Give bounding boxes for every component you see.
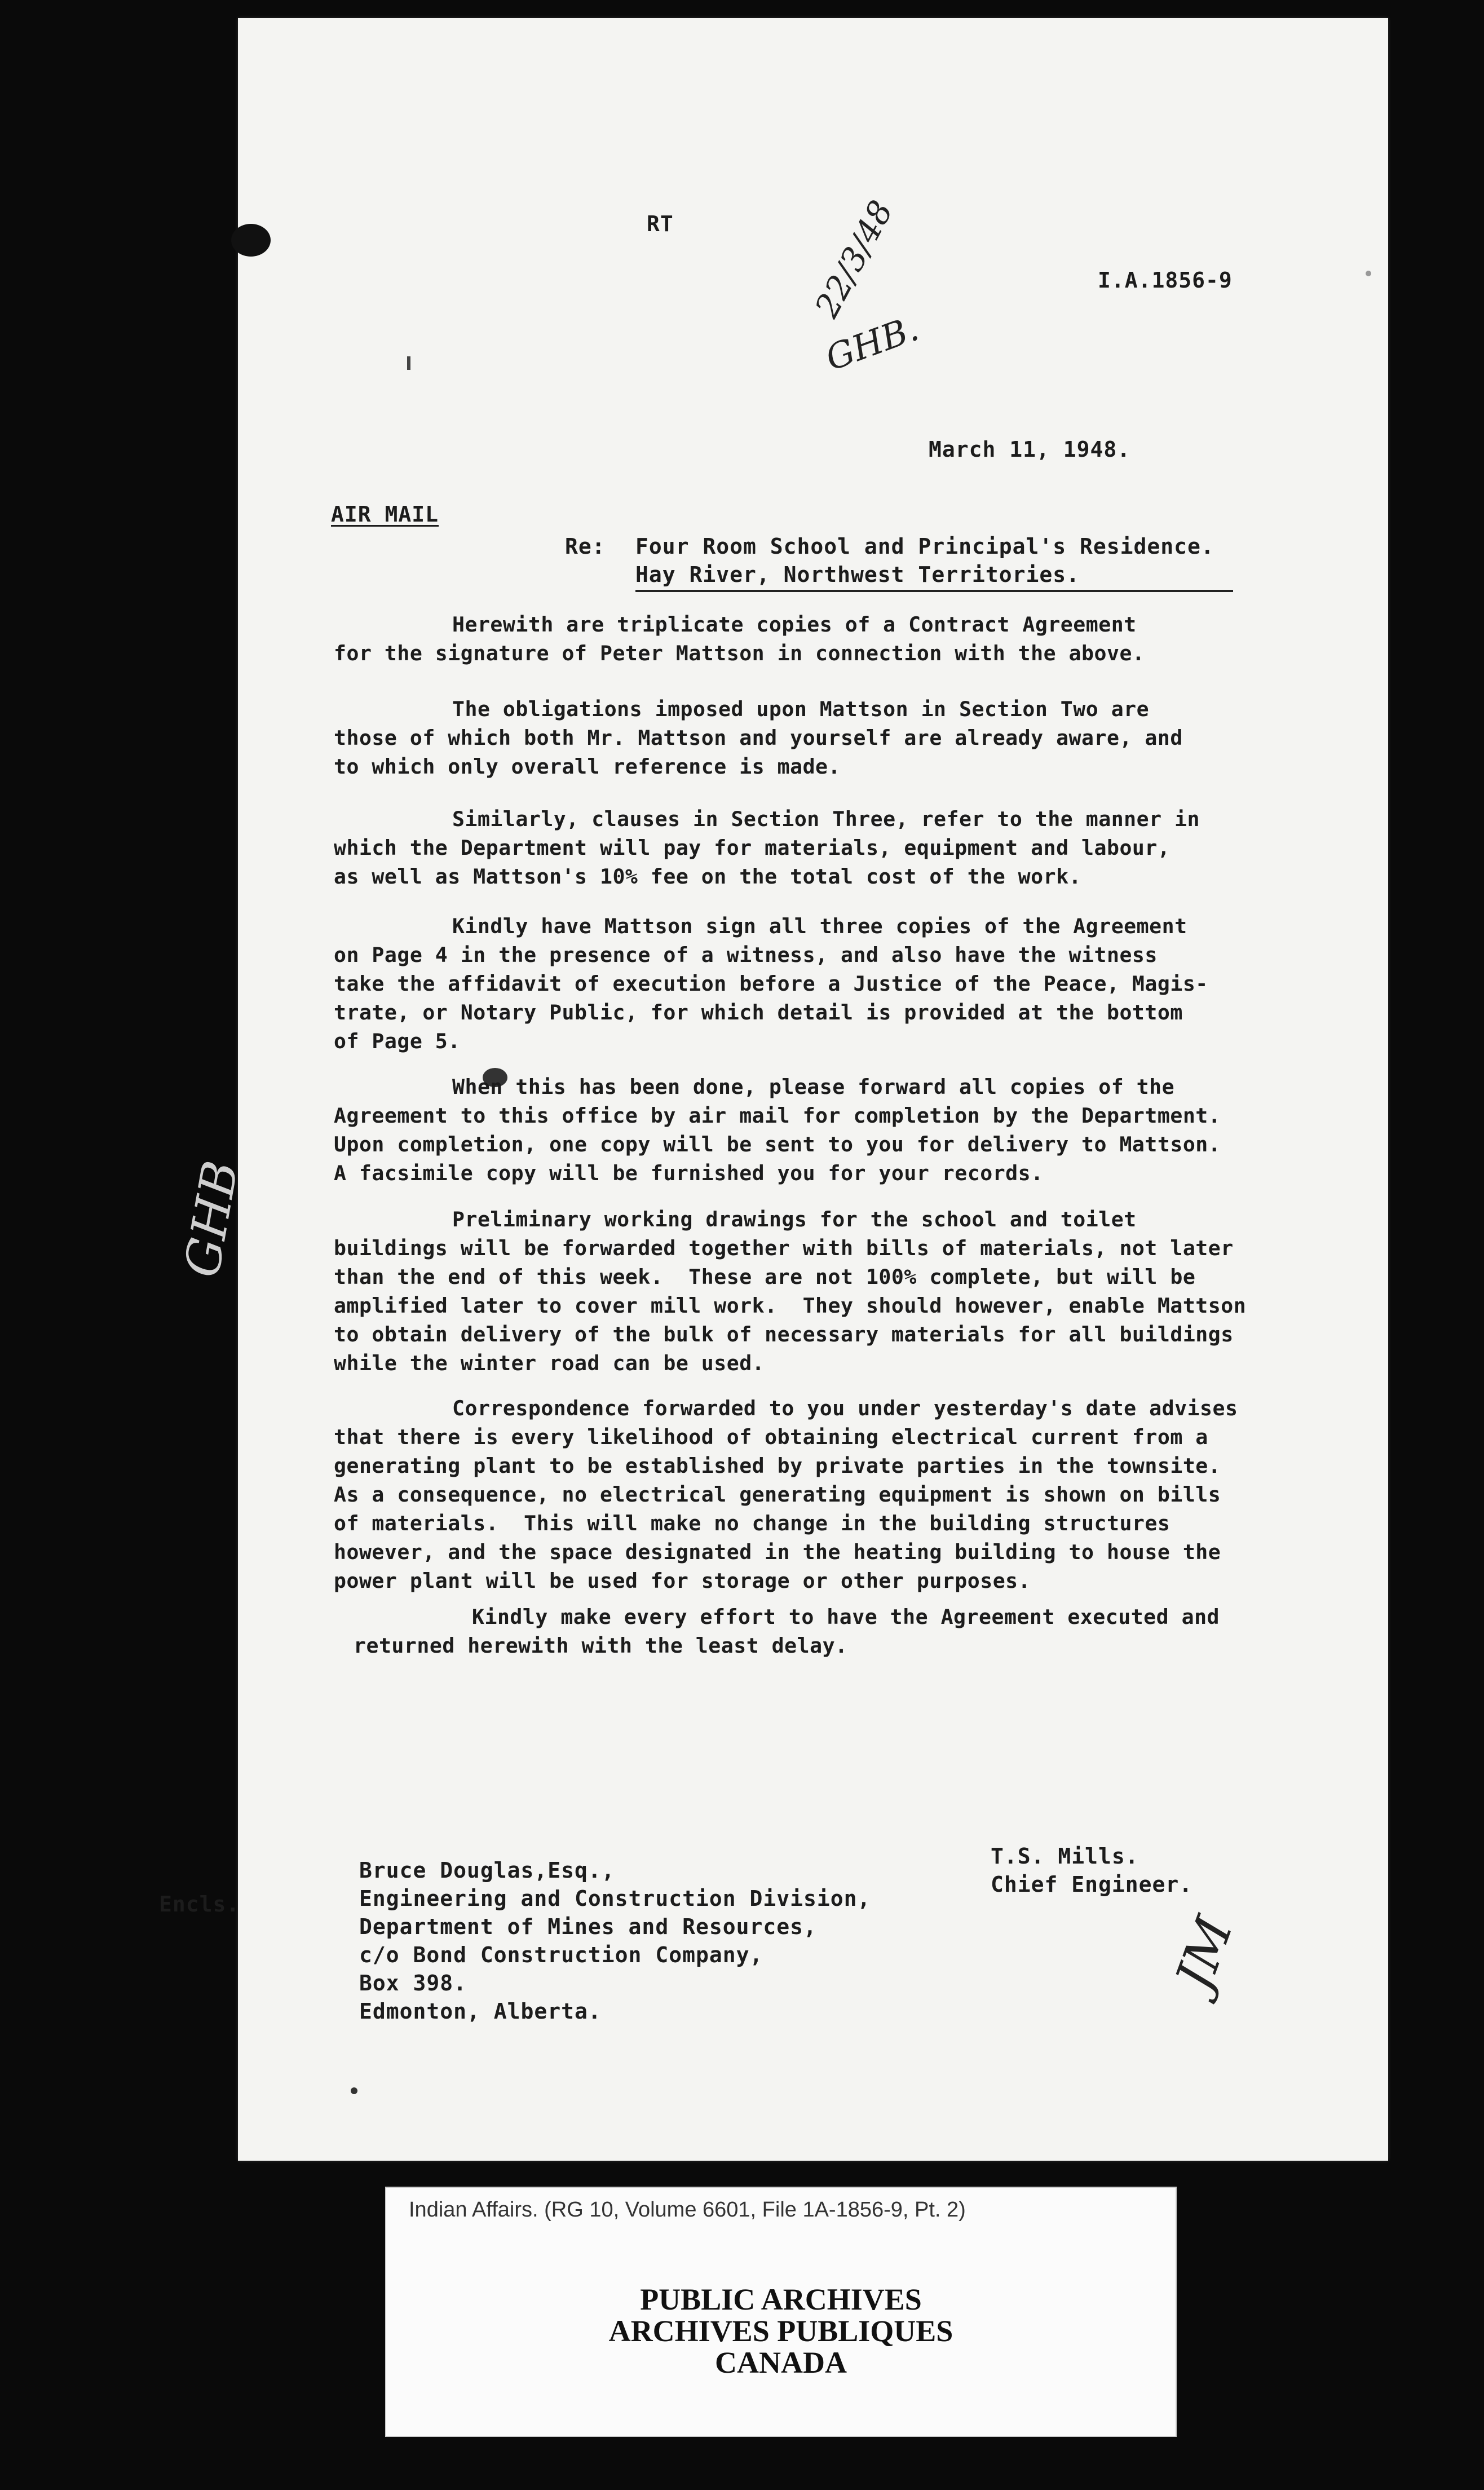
paper-mark — [351, 2087, 357, 2094]
sender-title: Chief Engineer. — [991, 1872, 1193, 1897]
text-line: As a consequence, no electrical generating equipment is shown on bills — [334, 1482, 1221, 1507]
address-line: c/o Bond Construction Company, — [359, 1942, 763, 1967]
text-line: that there is every likelihood of obtaining electrical current from a — [334, 1425, 1208, 1449]
text-line: which the Department will pay for materials, equipment and labour, — [334, 836, 1171, 860]
letter-page — [159, 18, 1388, 2161]
text-line: while the winter road can be used. — [334, 1351, 765, 1375]
archive-name-fr: ARCHIVES PUBLIQUES — [608, 2314, 953, 2348]
margin-initials: GHB — [174, 1156, 250, 1282]
text-line: of materials. This will make no change in the building structures — [334, 1511, 1171, 1535]
text-line: The obligations imposed upon Mattson in Section Two are — [452, 697, 1150, 721]
subject-underline — [635, 590, 1233, 592]
text-line: to obtain delivery of the bulk of necessary materials for all buildings — [334, 1322, 1234, 1346]
text-line: returned herewith with the least delay. — [354, 1633, 848, 1658]
archive-country: CANADA — [715, 2346, 847, 2379]
paragraph-6 — [334, 1205, 1326, 1378]
file-number: I.A.1856-9 — [1098, 268, 1233, 293]
address-line: Edmonton, Alberta. — [359, 1999, 602, 2024]
paragraph-4 — [334, 912, 1326, 1056]
paragraph-5 — [334, 1072, 1326, 1187]
ink-blot — [231, 224, 271, 257]
paragraph-1 — [334, 610, 1326, 668]
text-line: Kindly have Mattson sign all three copies of the Agreement — [452, 914, 1187, 938]
text-line: Preliminary working drawings for the school and toilet — [452, 1207, 1137, 1231]
address-line: Department of Mines and Resources, — [359, 1914, 817, 1939]
paragraph-3 — [334, 805, 1326, 891]
text-line: of Page 5. — [334, 1029, 461, 1053]
handwritten-initials: GHB. — [820, 307, 924, 379]
archive-caption — [385, 2187, 1177, 2437]
text-line: Upon completion, one copy will be sent to you for delivery to Mattson. — [334, 1132, 1221, 1156]
text-line: to which only overall reference is made. — [334, 754, 841, 779]
text-line: those of which both Mr. Mattson and yourself are already aware, and — [334, 726, 1183, 750]
enclosures-label: Encls. — [159, 1892, 240, 1917]
paragraph-8 — [354, 1602, 1346, 1660]
letter-date: March 11, 1948. — [929, 437, 1131, 462]
text-line: Herewith are triplicate copies of a Contract Agreement — [452, 612, 1137, 637]
subject-line-2: Hay River, Northwest Territories. — [635, 562, 1080, 587]
subject-line-1: Four Room School and Principal's Residence. — [635, 534, 1214, 559]
paper-mark — [407, 356, 410, 370]
address-line: Box 398. — [359, 1971, 467, 1995]
text-line: trate, or Notary Public, for which detail is provided at the bottom — [334, 1000, 1183, 1025]
paragraph-2 — [334, 695, 1326, 781]
handwritten-date: 22/3/48 — [807, 194, 901, 324]
sender-name: T.S. Mills. — [991, 1844, 1139, 1869]
paper-mark — [1366, 271, 1371, 276]
text-line: Correspondence forwarded to you under yesterday's date advises — [452, 1396, 1238, 1420]
sender-initials: JM — [1164, 1909, 1245, 1998]
text-line: Kindly make every effort to have the Agreement executed and — [472, 1605, 1220, 1629]
address-line: Engineering and Construction Division, — [359, 1886, 871, 1911]
recipient-address — [359, 1856, 871, 2025]
text-line: power plant will be used for storage or other purposes. — [334, 1569, 1031, 1593]
text-line: Similarly, clauses in Section Three, refer to the manner in — [452, 807, 1200, 831]
text-line: A facsimile copy will be furnished you for your records. — [334, 1161, 1044, 1185]
text-line: on Page 4 in the presence of a witness, and also have the witness — [334, 943, 1158, 967]
text-line: amplified later to cover mill work. They should however, enable Mattson — [334, 1293, 1247, 1318]
typist-initials: RT — [647, 211, 674, 236]
text-line: as well as Mattson's 10% fee on the total cost of the work. — [334, 864, 1082, 889]
subject-re-label: Re: — [565, 534, 606, 559]
paragraph-7 — [334, 1394, 1326, 1595]
text-line: buildings will be forwarded together with bills of materials, not later — [334, 1236, 1234, 1260]
text-line: for the signature of Peter Mattson in connection with the above. — [334, 641, 1145, 665]
text-line: than the end of this week. These are not 100% complete, but will be — [334, 1265, 1196, 1289]
text-line: Agreement to this office by air mail for completion by the Department. — [334, 1103, 1221, 1128]
mail-type: AIR MAIL — [331, 502, 439, 527]
archive-reference: Indian Affairs. (RG 10, Volume 6601, File 1A-1856-9, Pt. 2) — [409, 2198, 966, 2222]
text-line: take the affidavit of execution before a Justice of the Peace, Magis- — [334, 972, 1208, 996]
text-line: however, and the space designated in the heating building to house the — [334, 1540, 1221, 1564]
archive-name-en: PUBLIC ARCHIVES — [640, 2282, 922, 2316]
text-line: generating plant to be established by private parties in the townsite. — [334, 1454, 1221, 1478]
text-line: When this has been done, please forward all copies of the — [452, 1075, 1175, 1099]
address-line: Bruce Douglas,Esq., — [359, 1858, 615, 1883]
